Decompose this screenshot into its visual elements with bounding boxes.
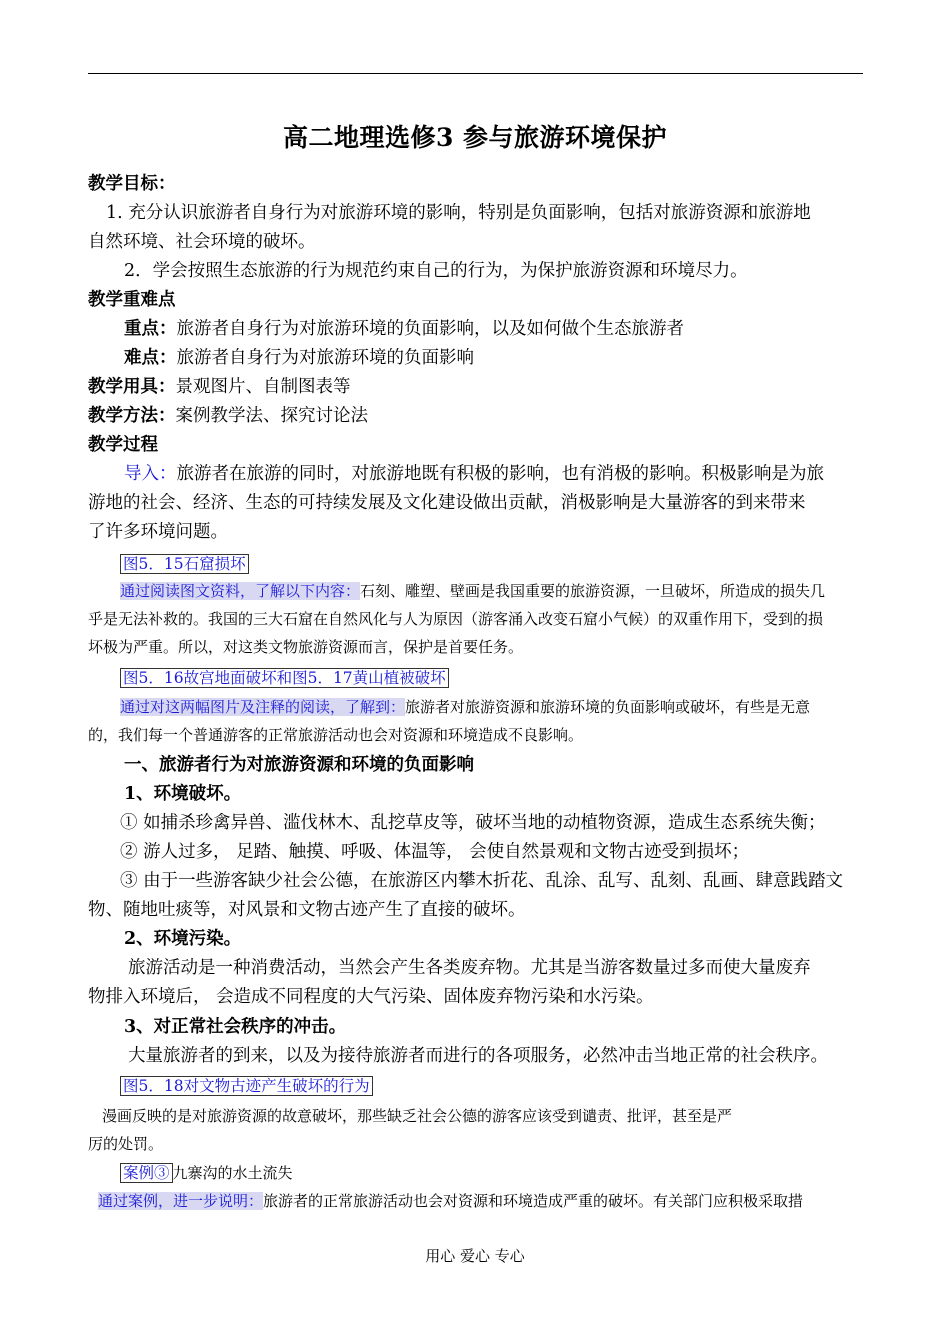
sub1-point1: ① 如捕杀珍禽异兽、滥伐林木、乱挖草皮等，破坏当地的动植物资源，造成生态系统失衡； — [120, 813, 826, 833]
figure-5-18-ref — [88, 1072, 900, 1101]
sub3-line1: 大量旅游者的到来，以及为接待旅游者而进行的各项服务，必然冲击当地正常的社会秩序。 — [128, 1046, 828, 1066]
tools-label: 教学用具： — [88, 377, 176, 397]
difficulty-text: 旅游者自身行为对旅游环境的负面影响 — [176, 348, 474, 368]
intro-line2: 游地的社会、经济、生态的可持续发展及文化建设做出贡献，消极影响是大量游客的到来带来 — [88, 493, 806, 513]
subsection-1-heading: 1、环境破坏。 — [124, 784, 242, 804]
page-title: 高二地理选修3 参与旅游环境保护 — [282, 123, 668, 152]
figure-5-15-box: 图5．15石窟损坏 — [120, 554, 249, 574]
figure-5-18-box: 图5．18对文物古迹产生破坏的行为 — [120, 1076, 373, 1096]
read1-line1 — [88, 578, 900, 604]
case-read-line — [88, 1188, 878, 1214]
intro-line1 — [88, 460, 904, 489]
objective-1-line1: 1. 充分认识旅游者自身行为对旅游环境的影响，特别是负面影响，包括对旅游资源和旅游地 — [106, 203, 811, 223]
case-line — [88, 1160, 900, 1186]
subsection-2-heading: 2、环境污染。 — [124, 929, 242, 949]
methods-label: 教学方法： — [88, 406, 176, 426]
read1-line2: 乎是无法补救的。我国的三大石窟在自然风化与人为原因（游客涌入改变石窟小气候）的双重作用下，受到的损 — [88, 610, 824, 628]
figure-5-16-box: 图5．16故宫地面破坏和图5．17黄山植被破坏 — [120, 668, 449, 688]
header-rule — [88, 73, 863, 74]
tools-text: 景观图片、自制图表等 — [175, 377, 351, 397]
case-read-text: 旅游者的正常旅游活动也会对资源和环境造成严重的破坏。有关部门应积极采取措 — [263, 1192, 804, 1210]
difficulty-point — [88, 344, 904, 373]
figure-5-15-ref — [88, 550, 900, 579]
case-read-label: 通过案例，进一步说明： — [98, 1192, 264, 1210]
read2-label: 通过对这两幅图片及注释的阅读，了解到： — [120, 698, 406, 716]
intro-line3: 了许多环境问题。 — [88, 522, 228, 542]
sub2-line2: 物排入环境后， 会造成不同程度的大气污染、固体废弃物污染和水污染。 — [88, 987, 654, 1007]
page-footer: 用心 爱心 专心 — [425, 1247, 525, 1265]
read2-line2: 的，我们每一个普通游客的正常旅游活动也会对资源和环境造成不良影响。 — [88, 726, 584, 744]
focus-text: 旅游者自身行为对旅游环境的负面影响，以及如何做个生态旅游者 — [176, 319, 684, 339]
read2-line1 — [88, 694, 900, 720]
difficulty-label: 难点： — [124, 348, 177, 368]
tools-line — [88, 373, 868, 402]
objectives-heading: 教学目标： — [88, 174, 176, 194]
figure-5-16-ref — [88, 664, 900, 693]
methods-line — [88, 402, 868, 431]
cartoon-line1: 漫画反映的是对旅游资源的故意破坏，那些缺乏社会公德的游客应该受到谴责、批评，甚至是严 — [102, 1107, 733, 1125]
case-title: 九寨沟的水土流失 — [172, 1164, 293, 1182]
sub2-line1: 旅游活动是一种消费活动，当然会产生各类废弃物。尤其是当游客数量过多而使大量废弃 — [128, 958, 811, 978]
case-label: 案例③ — [120, 1163, 173, 1183]
intro-label: 导入： — [124, 464, 177, 484]
read2-text: 旅游者对旅游资源和旅游环境的负面影响或破坏，有些是无意 — [405, 698, 811, 716]
objective-1-line2: 自然环境、社会环境的破坏。 — [88, 232, 316, 252]
methods-text: 案例教学法、探究讨论法 — [175, 406, 368, 426]
sub1-point3-line2: 物、随地吐痰等，对风景和文物古迹产生了直接的破坏。 — [88, 900, 526, 920]
read1-text: 石刻、雕塑、壁画是我国重要的旅游资源，一旦破坏，所造成的损失几 — [360, 582, 826, 600]
read1-label: 通过阅读图文资料，了解以下内容： — [120, 582, 361, 600]
intro-text: 旅游者在旅游的同时，对旅游地既有积极的影响，也有消极的影响。积极影响是为旅 — [176, 464, 824, 484]
read1-line3: 坏极为严重。所以，对这类文物旅游资源而言，保护是首要任务。 — [88, 638, 524, 656]
section-1-heading: 一、旅游者行为对旅游资源和环境的负面影响 — [124, 755, 474, 775]
sub1-point2: ② 游人过多， 足踏、触摸、呼吸、体温等， 会使自然景观和文物古迹受到损坏； — [120, 842, 750, 862]
keypoints-heading: 教学重难点 — [88, 290, 176, 310]
focus-point — [88, 315, 904, 344]
subsection-3-heading: 3、对正常社会秩序的冲击。 — [124, 1017, 347, 1037]
process-heading: 教学过程 — [88, 435, 158, 455]
focus-label: 重点： — [124, 319, 177, 339]
sub1-point3-line1: ③ 由于一些游客缺少社会公德，在旅游区内攀木折花、乱涂、乱写、乱刻、乱画、肆意践踏文 — [120, 871, 844, 891]
cartoon-line2: 厉的处罚。 — [88, 1135, 164, 1153]
objective-2: 2．学会按照生态旅游的行为规范约束自己的行为，为保护旅游资源和环境尽力。 — [124, 261, 748, 281]
